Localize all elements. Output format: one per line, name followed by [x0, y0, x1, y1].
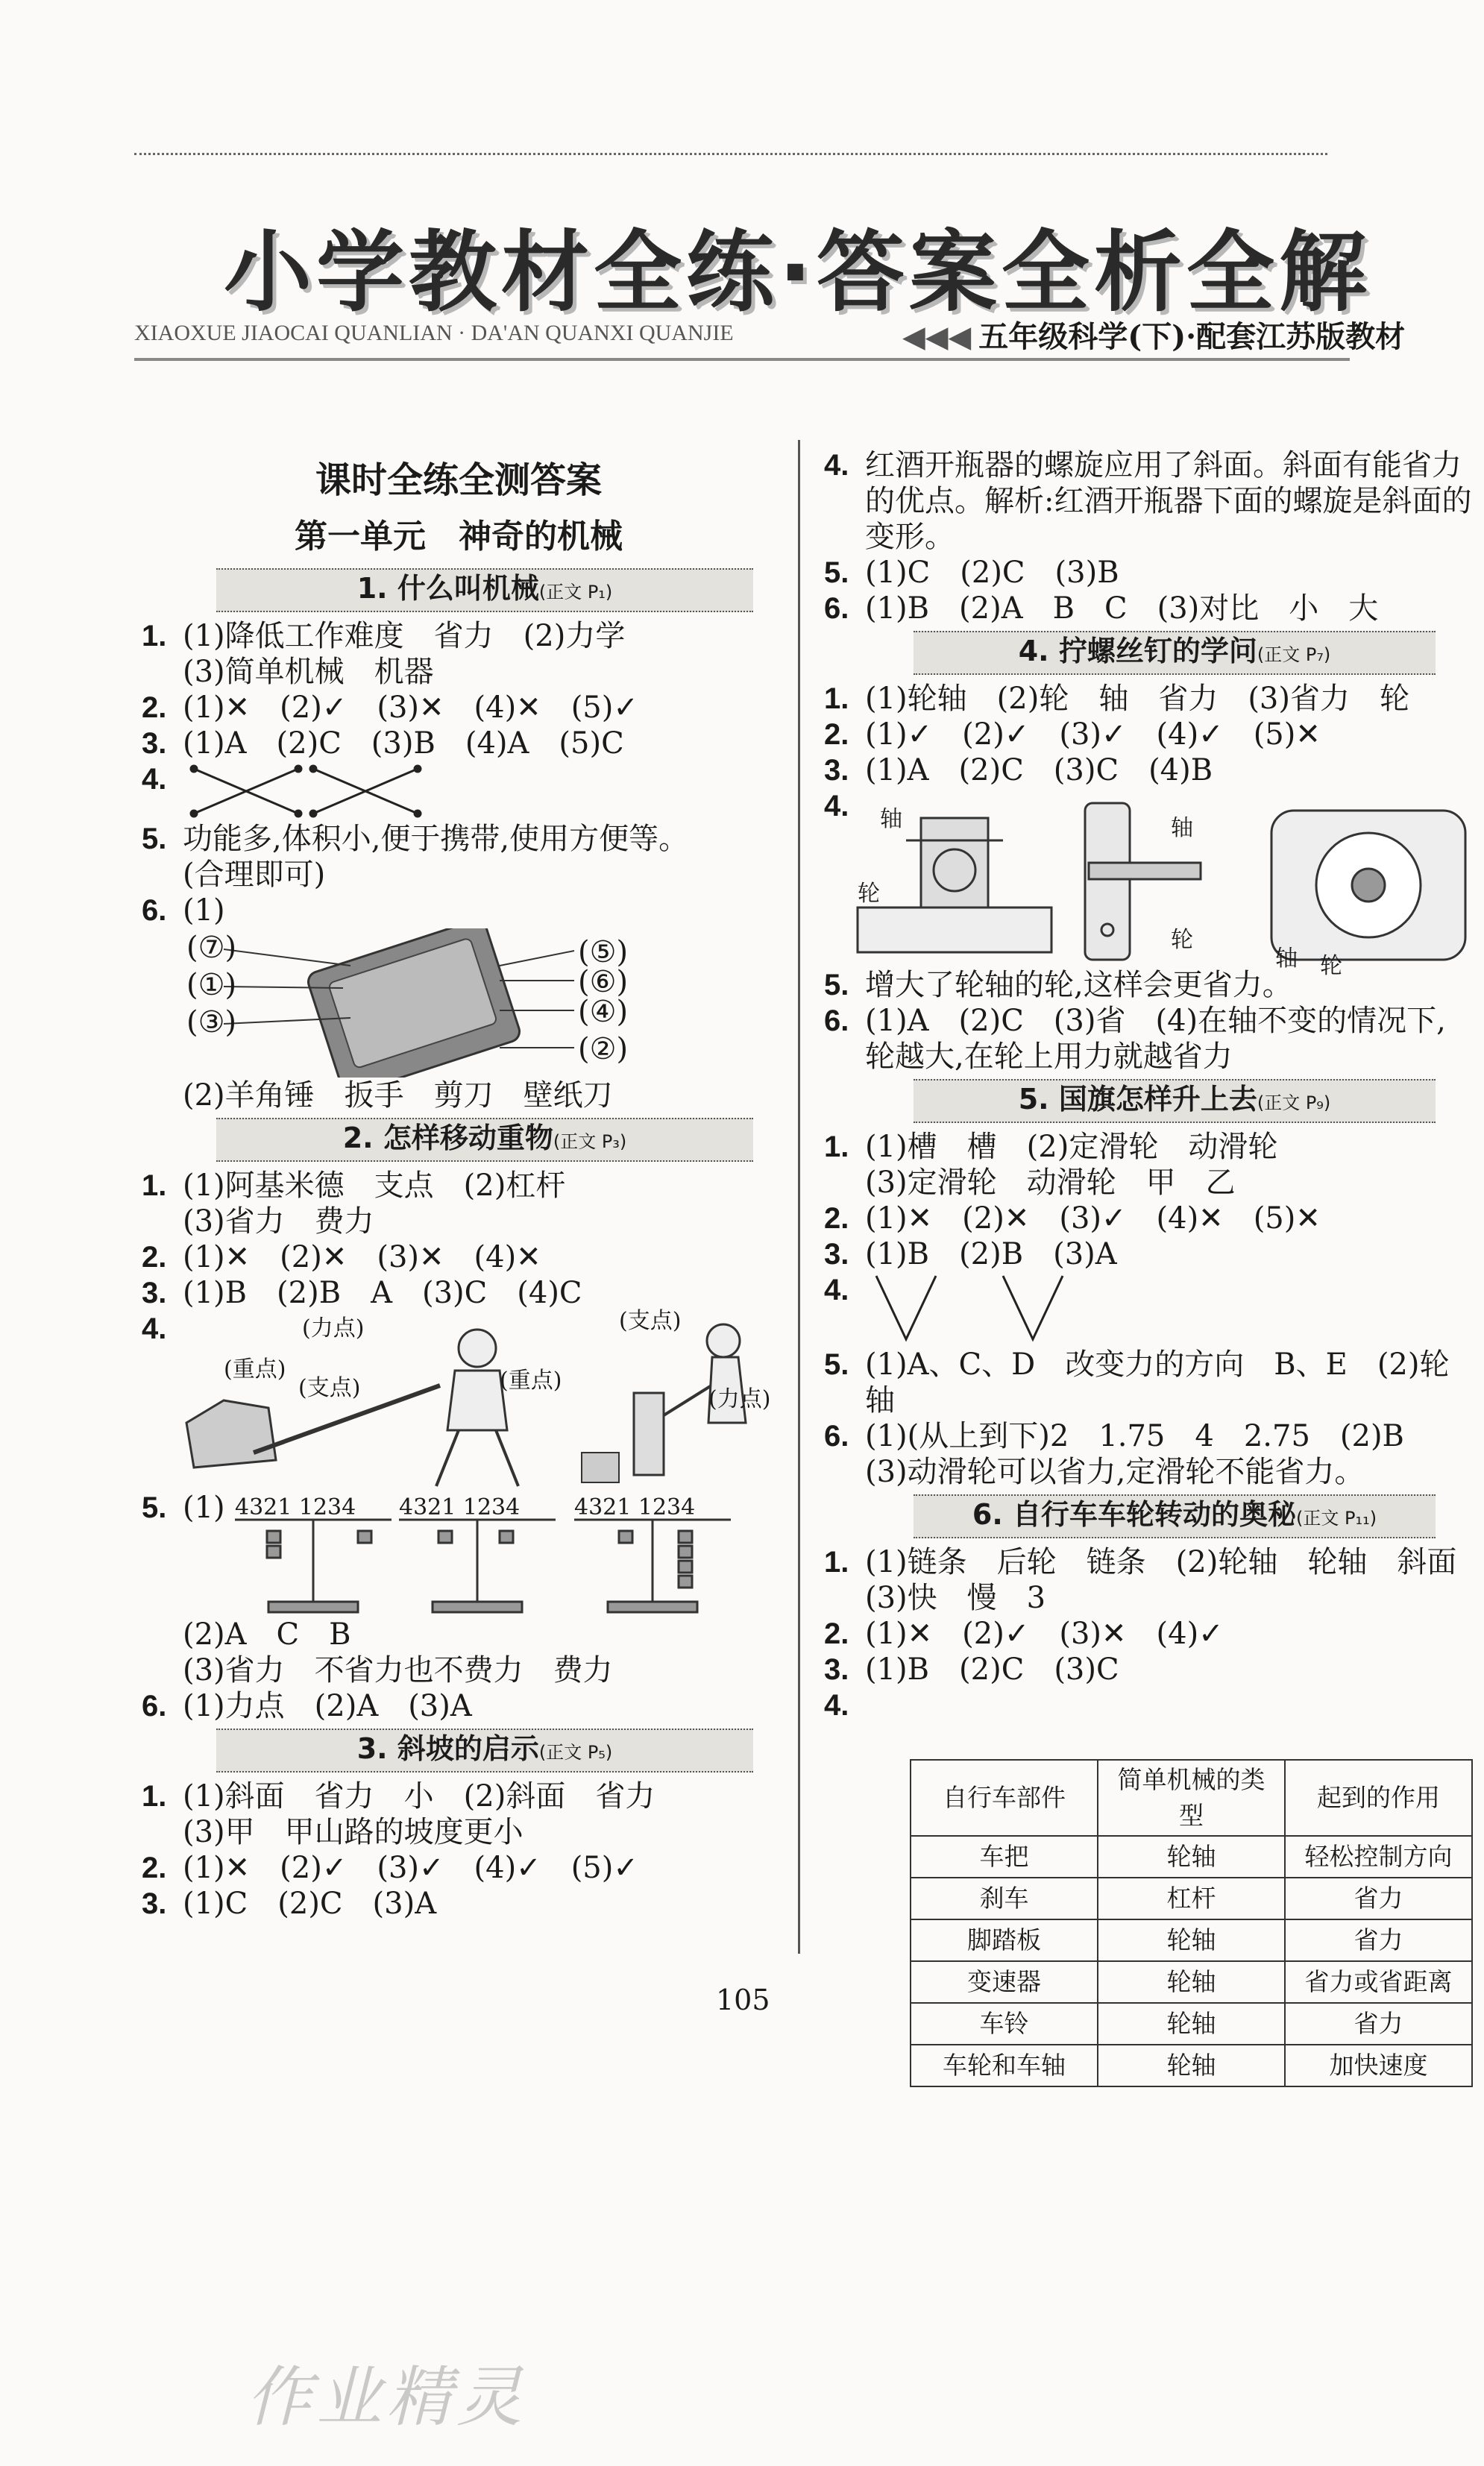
balance-figure: [142, 1490, 776, 1617]
question-number: 3.: [142, 727, 167, 760]
label-1: (①): [186, 968, 237, 1002]
label-2: (②): [578, 1032, 629, 1066]
scale-labels-2: 4321 1234: [399, 1494, 521, 1520]
section-4-title: [914, 631, 1436, 675]
question-number: 2.: [142, 1852, 167, 1884]
label-force-point: (力点): [302, 1315, 365, 1341]
answer-text: (1): [183, 893, 225, 928]
question-number: 3.: [824, 1238, 849, 1271]
question-number: 3.: [824, 1653, 849, 1686]
table-row: [911, 1878, 1472, 1919]
s2-q1: [142, 1168, 776, 1239]
table-cell: 杠杆: [1098, 1878, 1285, 1919]
s5-q3: [824, 1236, 1473, 1272]
table-cell: 刹车: [911, 1878, 1098, 1919]
section-6-title: [914, 1494, 1436, 1538]
table-cell: 加快速度: [1285, 2045, 1472, 2086]
s2-q5: [142, 1490, 776, 1617]
table-cell: 车轮和车轴: [911, 2045, 1098, 2086]
answer-text: (2)羊角锤 扳手 剪刀 壁纸刀: [183, 1078, 613, 1113]
answer-text: (1)C (2)C (3)B: [865, 556, 1119, 590]
s5-q4: [824, 1272, 1473, 1347]
table-cell: 轮轴: [1098, 1836, 1285, 1878]
answer-text: (1)(从上到下)2 1.75 4 2.75 (2)B (3)动滑轮可以省力,定滑轮不能省力。: [865, 1419, 1404, 1489]
matching-lines-figure: [186, 761, 485, 821]
label-6: (⑥): [578, 965, 629, 999]
question-number: 4.: [142, 1312, 167, 1345]
s6-q1: [824, 1544, 1473, 1616]
s6-q3: [824, 1652, 1473, 1687]
question-number: 4.: [142, 763, 167, 796]
section-title-text: 6. 自行车车轮转动的奥秘: [972, 1498, 1297, 1531]
s2-q2: [142, 1239, 776, 1275]
label-force-point-right: (力点): [708, 1386, 771, 1412]
answer-text: (2)A C B (3)省力 不省力也不费力 费力: [183, 1617, 613, 1687]
s2-q6: [142, 1688, 776, 1724]
label-axle-2: 轴: [1171, 815, 1193, 841]
s2-q5b: [142, 1617, 776, 1688]
right-column: [824, 447, 1473, 2159]
answer-text: (1)✕ (2)✓ (3)✕ (4)✓: [865, 1617, 1224, 1651]
label-wheel-3: 轮: [1320, 953, 1342, 979]
s1-q1: [142, 618, 776, 690]
s2-q4: [142, 1308, 776, 1490]
column-divider: [798, 440, 800, 1954]
pulley-lines-figure: [869, 1272, 1167, 1347]
answer-text: (1)斜面 省力 小 (2)斜面 省力 (3)甲 甲山路的坡度更小: [183, 1779, 655, 1849]
section-page-ref: (正文 P₁₁): [1296, 1508, 1377, 1529]
question-number: 1.: [824, 1130, 849, 1163]
p-q5: [824, 555, 1473, 591]
table-row: [911, 1919, 1472, 1961]
s4-q2: [824, 717, 1473, 752]
table-cell: 轮轴: [1098, 2045, 1285, 2086]
s4-q6: [824, 1003, 1473, 1075]
s1-q4: [142, 761, 776, 821]
s1-q6b: [142, 1078, 776, 1113]
answer-text: (1)A (2)C (3)省 (4)在轴不变的情况下,轮越大,在轮上用力就越省力: [865, 1004, 1446, 1074]
bicycle-table: [910, 1759, 1473, 2087]
question-number: 6.: [824, 592, 849, 625]
answers-heading: 课时全练全测答案: [315, 459, 602, 501]
section-page-ref: (正文 P₇): [1257, 644, 1331, 665]
label-4: (④): [578, 995, 629, 1029]
table-cell: 省力: [1285, 2003, 1472, 2045]
table-cell: 轮轴: [1098, 1961, 1285, 2003]
question-number: 1.: [824, 1546, 849, 1579]
question-number: 4.: [824, 790, 849, 822]
question-number: 6.: [142, 894, 167, 927]
section-page-ref: (正文 P₃): [553, 1131, 627, 1152]
answer-text: (1)C (2)C (3)A: [183, 1887, 437, 1921]
watermark: 作业精灵: [246, 2359, 527, 2435]
section-1-title: [216, 568, 753, 612]
wheel-axle-figure: [824, 788, 1473, 967]
question-number: 1.: [142, 620, 167, 652]
label-7: (⑦): [186, 931, 237, 965]
answer-text: (1)阿基米德 支点 (2)杠杆 (3)省力 费力: [183, 1168, 566, 1239]
answer-text: (1): [183, 1491, 225, 1525]
question-number: 3.: [824, 754, 849, 787]
answer-text: (1)链条 后轮 链条 (2)轮轴 轮轴 斜面 (3)快 慢 3: [865, 1545, 1457, 1615]
answer-text: 功能多,体积小,便于携带,使用方便等。 (合理即可): [183, 822, 689, 892]
section-2-title: [216, 1118, 753, 1162]
table-cell: 车把: [911, 1836, 1098, 1878]
label-axle-3: 轴: [1275, 946, 1298, 972]
table-row: [911, 2003, 1472, 2045]
answer-text: (1)✕ (2)✕ (3)✕ (4)✕: [183, 1240, 541, 1274]
scale-labels-3: 4321 1234: [574, 1494, 696, 1520]
label-wheel-1: 轮: [858, 881, 880, 907]
unit-heading: 第一单元 神奇的机械: [295, 518, 623, 556]
question-number: 5.: [142, 822, 167, 855]
label-fulcrum-right: (支点): [619, 1308, 682, 1334]
section-5-title: [914, 1079, 1436, 1123]
s3-q3: [142, 1886, 776, 1922]
toolkit-figure: [142, 928, 776, 1078]
answer-text: (1)✕ (2)✓ (3)✓ (4)✓ (5)✓: [183, 1851, 638, 1885]
section-title-text: 2. 怎样移动重物: [342, 1122, 553, 1154]
answer-text: (1)A、C、D 改变力的方向 B、E (2)轮轴: [865, 1347, 1450, 1418]
question-number: 5.: [142, 1491, 167, 1524]
table-cell: 轮轴: [1098, 2003, 1285, 2045]
answer-text: (1)力点 (2)A (3)A: [183, 1689, 472, 1723]
s4-q5: [824, 967, 1473, 1003]
s6-q4: [824, 1687, 1473, 2159]
answer-text: (1)降低工作难度 省力 (2)力学 (3)简单机械 机器: [183, 619, 626, 689]
section-title-text: 4. 拧螺丝钉的学问: [1018, 635, 1257, 667]
question-number: 1.: [142, 1780, 167, 1813]
answer-text: (1)B (2)B (3)A: [865, 1237, 1117, 1271]
question-number: 5.: [824, 556, 849, 589]
s1-q3: [142, 726, 776, 761]
section-title-text: 5. 国旗怎样升上去: [1018, 1083, 1257, 1116]
table-cell: 省力或省距离: [1285, 1961, 1472, 2003]
answer-text: (1)A (2)C (3)C (4)B: [865, 753, 1213, 787]
page-title: 小学教材全练·答案全析全解: [224, 221, 1371, 324]
table-row: [911, 2045, 1472, 2086]
s1-q6: [142, 893, 776, 928]
left-column: [142, 447, 776, 1922]
s4-q4: [824, 788, 1473, 979]
question-number: 4.: [824, 1274, 849, 1306]
answer-text: 增大了轮轴的轮,这样会更省力。: [865, 968, 1292, 1002]
label-3: (③): [186, 1005, 237, 1039]
s5-q2: [824, 1201, 1473, 1236]
section-page-ref: (正文 P₅): [538, 1742, 613, 1763]
subject-label: [902, 313, 1405, 356]
answer-text: (1)✕ (2)✓ (3)✕ (4)✕ (5)✓: [183, 691, 638, 725]
question-number: 4.: [824, 1689, 849, 1722]
label-wheel-2: 轮: [1171, 927, 1193, 953]
question-number: 3.: [142, 1277, 167, 1309]
toolkit-icon: [142, 928, 776, 1078]
p-q6: [824, 591, 1473, 626]
question-number: 1.: [142, 1169, 167, 1202]
s3-q2: [142, 1850, 776, 1886]
answer-text: (1)A (2)C (3)B (4)A (5)C: [183, 726, 624, 761]
table-cell: 车铃: [911, 2003, 1098, 2045]
answer-text: (1)B (2)B A (3)C (4)C: [183, 1276, 582, 1310]
table-cell: 变速器: [911, 1961, 1098, 2003]
s5-q5: [824, 1347, 1473, 1418]
s4-q1: [824, 681, 1473, 717]
answer-text: (1)轮轴 (2)轮 轴 省力 (3)省力 轮: [865, 682, 1409, 716]
label-fulcrum: (支点): [298, 1375, 361, 1401]
question-number: 6.: [824, 1420, 849, 1453]
label-5: (⑤): [578, 935, 629, 969]
label-load-point-right: (重点): [500, 1368, 562, 1394]
question-number: 6.: [142, 1690, 167, 1723]
answer-text: (1)B (2)A B C (3)对比 小 大: [865, 591, 1379, 626]
s3-q1: [142, 1778, 776, 1850]
table-header: 简单机械的类型: [1098, 1760, 1285, 1836]
table-row: [911, 1961, 1472, 2003]
page-number: 105: [716, 1984, 770, 2016]
table-cell: 轻松控制方向: [1285, 1836, 1472, 1878]
s1-q2: [142, 690, 776, 726]
header-top-rule: [134, 153, 1327, 155]
question-number: 6.: [824, 1004, 849, 1037]
answer-text: (1)槽 槽 (2)定滑轮 动滑轮 (3)定滑轮 动滑轮 甲 乙: [865, 1130, 1278, 1200]
p-q4: [824, 447, 1473, 555]
scale-labels-1: 4321 1234: [235, 1494, 356, 1520]
s1-q5: [142, 821, 776, 893]
pinyin-title: XIAOXUE JIAOCAI QUANLIAN · DA'AN QUANXI QUANJIE: [134, 321, 734, 345]
table-header: 自行车部件: [911, 1760, 1098, 1836]
table-cell: 省力: [1285, 1919, 1472, 1961]
label-axle-1: 轴: [880, 806, 902, 832]
question-number: 1.: [824, 682, 849, 715]
s6-q2: [824, 1616, 1473, 1652]
section-title-text: 3. 斜坡的启示: [356, 1732, 539, 1765]
s5-q1: [824, 1129, 1473, 1201]
s4-q3: [824, 752, 1473, 788]
table-cell: 省力: [1285, 1878, 1472, 1919]
section-3-title: [216, 1729, 753, 1773]
label-load-point: (重点): [224, 1356, 286, 1383]
table-cell: 脚踏板: [911, 1919, 1098, 1961]
triple-arrow-icon: ◀◀◀: [902, 319, 972, 354]
answer-text: (1)✓ (2)✓ (3)✓ (4)✓ (5)✕: [865, 717, 1321, 752]
answer-text: 红酒开瓶器的螺旋应用了斜面。斜面有能省力的优点。解析:红酒开瓶器下面的螺旋是斜面的变形。: [865, 448, 1472, 554]
question-number: 2.: [142, 691, 167, 724]
question-number: 3.: [142, 1887, 167, 1920]
section-page-ref: (正文 P₁): [538, 582, 613, 603]
section-title-text: 1. 什么叫机械: [356, 572, 539, 605]
table-header-row: [911, 1760, 1472, 1836]
table-cell: 轮轴: [1098, 1919, 1285, 1961]
section-page-ref: (正文 P₉): [1257, 1092, 1331, 1113]
subject-text: 五年级科学(下)·配套江苏版教材: [978, 319, 1406, 354]
question-number: 5.: [824, 1348, 849, 1381]
question-number: 2.: [142, 1241, 167, 1274]
answer-text: (1)✕ (2)✕ (3)✓ (4)✕ (5)✕: [865, 1201, 1321, 1236]
table-row: [911, 1836, 1472, 1878]
answer-text: (1)B (2)C (3)C: [865, 1652, 1119, 1687]
question-number: 4.: [824, 449, 849, 482]
question-number: 2.: [824, 718, 849, 751]
header-bottom-rule: [134, 358, 1350, 361]
question-number: 2.: [824, 1617, 849, 1650]
table-header: 起到的作用: [1285, 1760, 1472, 1836]
question-number: 5.: [824, 969, 849, 1001]
question-number: 2.: [824, 1202, 849, 1235]
s5-q6: [824, 1418, 1473, 1490]
